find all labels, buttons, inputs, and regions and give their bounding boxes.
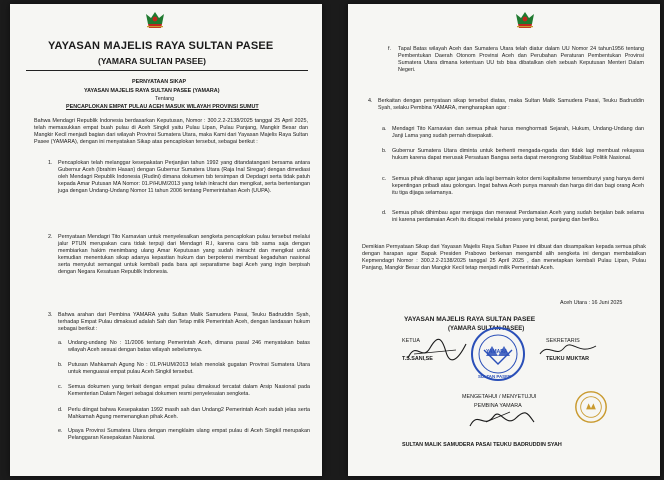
approval-line-2: PEMBINA YAMARA xyxy=(474,403,522,409)
subpoint-letter: b. xyxy=(58,362,63,368)
subpoint-text: Tapal Batas wilayah Aceh dan Sumatera Utara telah diatur dalam UU Nomor 24 tahun1956 tentang Pembentukan Daerah Otonom Provinsi Aceh dan Perubahan Peraturan Pembentukan Provinsi Sumatera Utara dimana ketentuan UU tsb bisa dibatalkan oleh sebuah Keputusan Menteri Dalam Negeri. xyxy=(398,46,644,73)
point-text: Berkaitan dengan pernyataan sikap tersebut diatas, maka Sultan Malik Samudera Pasai, Teuku Badruddin Syah, selaku Pembina YAMARA, mengharapkan agar : xyxy=(378,98,644,111)
ketua-name: T.S.SANI,SE xyxy=(402,356,433,362)
sekretaris-label: SEKRETARIS xyxy=(546,338,580,344)
document-page-1 xyxy=(10,4,322,476)
pembina-name: SULTAN MALIK SAMUDERA PASAI TEUKU BADRUDDIN SYAH xyxy=(402,442,562,448)
subpoint-text: Putusan Mahkamah Agung No : 01.P/HUM/2013 telah menolak gugatan Provinsi Sumatera Utara untuk menguasai empat pulau Aceh Singkil tersebut. xyxy=(68,362,310,375)
document-page-2 xyxy=(348,4,660,476)
header-divider xyxy=(26,70,308,71)
sekretaris-name: TEUKU MUKTAR xyxy=(546,356,590,362)
subpoint-text: Semua pihak dihimbau agar menjaga dan merawat Perdamaian Aceh yang sudah berjalan baik selama ini karena perdamaian Aceh itu dicapai melalui proses yang berat, panjang dan berliku. xyxy=(392,210,644,223)
subpoint-text: Semua pihak diharap agar jangan ada lagi bermain kotor demi kapitalisme tersembunyi yang hanya demi kepentingan pribadi atau golongan. Ingat bahwa Aceh punya marwah dan harga diri dan bagi orang Aceh itu tiga dijaga selamanya. xyxy=(392,176,644,196)
point-text: Bahwa arahan dari Pembina YAMARA yaitu Sultan Malik Samudera Pasai, Teuku Badruddin Syah, terhadap Empat Pulau dimaksud adalah Sah dan Tetap milik Pemerintah Aceh, dengan landasan hukum sebagai berikut : xyxy=(58,312,310,332)
statement-subject: PENCAPLOKAN EMPAT PULAU ACEH MASUK WILAYAH PROVINSI SUMUT xyxy=(66,104,259,110)
subpoint-text: Mendagri Tito Karnavian dan semua pihak harus menghormati Sejarah, Hukum, Undang-Undang dan Janji Lama yang sudah pernah disepakati. xyxy=(392,126,644,139)
ketua-label: KETUA xyxy=(402,338,420,344)
place-date: Aceh Utara : 16 Juni 2025 xyxy=(560,300,623,306)
subpoint-text: Upaya Provinsi Sumatera Utara dengan mengklaim ulang empat pulau di Aceh Singkil merupakan Pelanggaran Kesepakatan Nasional. xyxy=(68,428,310,441)
subpoint-letter: e. xyxy=(58,428,63,434)
subpoint-letter: a. xyxy=(382,126,387,132)
intro-paragraph: Bahwa Mendagri Republik Indonesia berdasarkan Keputusan, Nomor : 300.2.2-2138/2025 tanggal 25 April 2025, telah memasukkan empat buah pulau di Aceh Singkil yaitu Pulau Lipan, Pulau Panjang, Mangkir Besar dan Mangkir Kecil menjadi bagian dari wilayah Provinsi Sumatera Utara, maka Kami dari Yayasan Majelis Raya Sultan Pasee (YAMARA), dengan ini menyatakan Sikap atas pencaplokan tersebut, sebagai berikut : xyxy=(34,118,308,145)
subpoint-text: Undang-undang No : 11/2006 tentang Pemerintah Aceh, dimana pasal 246 menyatakan batas wilayah Aceh sesuai dengan batas wilayah sebelumnya. xyxy=(68,340,310,353)
stamp-text: YAMARA xyxy=(486,349,508,355)
signature-org-sub: (YAMARA SULTAN PASEE) xyxy=(448,326,525,332)
pembina-signature xyxy=(466,406,536,432)
statement-heading: PERNYATAAN SIKAP xyxy=(132,79,187,85)
point-number: 1. xyxy=(48,160,53,166)
point-text: Pernyataan Mendagri Tito Karnavian untuk menyelesaikan sengketa pencaplokan pulau tersebut melalui jalur PTUN merupakan cara tidak terpuji dari Mendagri R.I, karena cara tsb sama saja dengan membiarkan hakim menimbang ulang Amar Keputusan yang sudah inkracht dan mengikat untuk kemudian menentukan sikap adanya kepastian hukum dan berpotensi membuat kegaduhan nasional serta menyulut semangat untuk kembali pada bara api separatisme bagi Aceh yang ingin berpisah dengan Negara Kesatuan Republik Indonesia. xyxy=(58,234,310,275)
subpoint-letter: c. xyxy=(382,176,387,182)
gold-seal-icon xyxy=(574,390,608,424)
subpoint-letter: a. xyxy=(58,340,63,346)
point-text: Pencaplokan telah melanggar kesepakatan Perjanjian tahun 1992 yang ditandatangani bersama antara Gubernur Aceh (Ibrahim Hasan) dengan Gubernur Sumatera Utara (Raja Inal Siregar) dengan dimediasi oleh Mendagri Republik Indonesia (Rudini) dimana dokumen tsb tersimpan di Depdagri serta tidak patuh kepada Amar Putusan MA Nomor: 01.P/HUM/2013 yang telah inkracht dan mengikat, serta bertentangan juga dengan Undang-Undang Nomor 11 tahun 2006 tentang Pemerintahan Aceh (UUPA). xyxy=(58,160,310,194)
statement-heading-org: YAYASAN MAJELIS RAYA SULTAN PASEE (YAMARA) xyxy=(84,88,220,94)
signature-org: YAYASAN MAJELIS RAYA SULTAN PASEE xyxy=(404,316,536,323)
subpoint-letter: d. xyxy=(58,407,63,413)
subpoint-text: Gubernur Sumatera Utara diminta untuk berhenti mengada-ngada dan tidak lagi membuat rekayasa hukum karena dapat merusak Persatuan Bangsa serta dapat merongrong Stabilitas Politik Nasional. xyxy=(392,148,644,161)
approval-line-1: MENGETAHUI / MENYETUJUI xyxy=(462,394,537,400)
subpoint-letter: f. xyxy=(388,46,391,52)
org-title: YAYASAN MAJELIS RAYA SULTAN PASEE xyxy=(48,40,274,52)
org-subtitle: (YAMARA SULTAN PASEE) xyxy=(98,56,206,66)
subpoint-text: Semua dokumen yang terkait dengan empat pulau dimaksud tercatat dalam Arsip Nasional pada Kementerian Dalam Negeri sebagai dokumen resmi penyelesaian sengketa. xyxy=(68,384,310,397)
subpoint-letter: c. xyxy=(58,384,63,390)
yamara-logo-icon xyxy=(514,10,536,30)
point-number: 3. xyxy=(48,312,53,318)
subpoint-letter: b. xyxy=(382,148,387,154)
statement-tentang: Tentang xyxy=(155,96,175,102)
point-number: 4. xyxy=(368,98,373,104)
yamara-logo-icon xyxy=(144,10,166,30)
point-number: 2. xyxy=(48,234,53,240)
subpoint-text: Perlu diingat bahwa Kesepakatan 1992 masih sah dan Undang2 Pemerintah Aceh sudah jelas serta Mahkamah Agung memenangkan pihak Aceh. xyxy=(68,407,310,420)
stamp-ring-text: SULTAN PASEE xyxy=(478,374,511,379)
closing-paragraph: Demikian Pernyataan Sikap dari Yayasan Majelis Raya Sultan Pasee ini dibuat dan disampaikan kepada semua pihak dengan harapan agar Bapak Presiden Prabowo berkenan mengambil alih sengketa ini dengan membatalkan Kepmendagri Nomor : 300.2.2-2138/2025 tanggal 25 April 2025 , dan menetapkan kembali Pulau Lipan, Pulau Panjang, Mangkir Besar dan Mangkir Kecil tetap menjadi milik Pemerintah Aceh. xyxy=(362,244,646,271)
subpoint-letter: d. xyxy=(382,210,387,216)
